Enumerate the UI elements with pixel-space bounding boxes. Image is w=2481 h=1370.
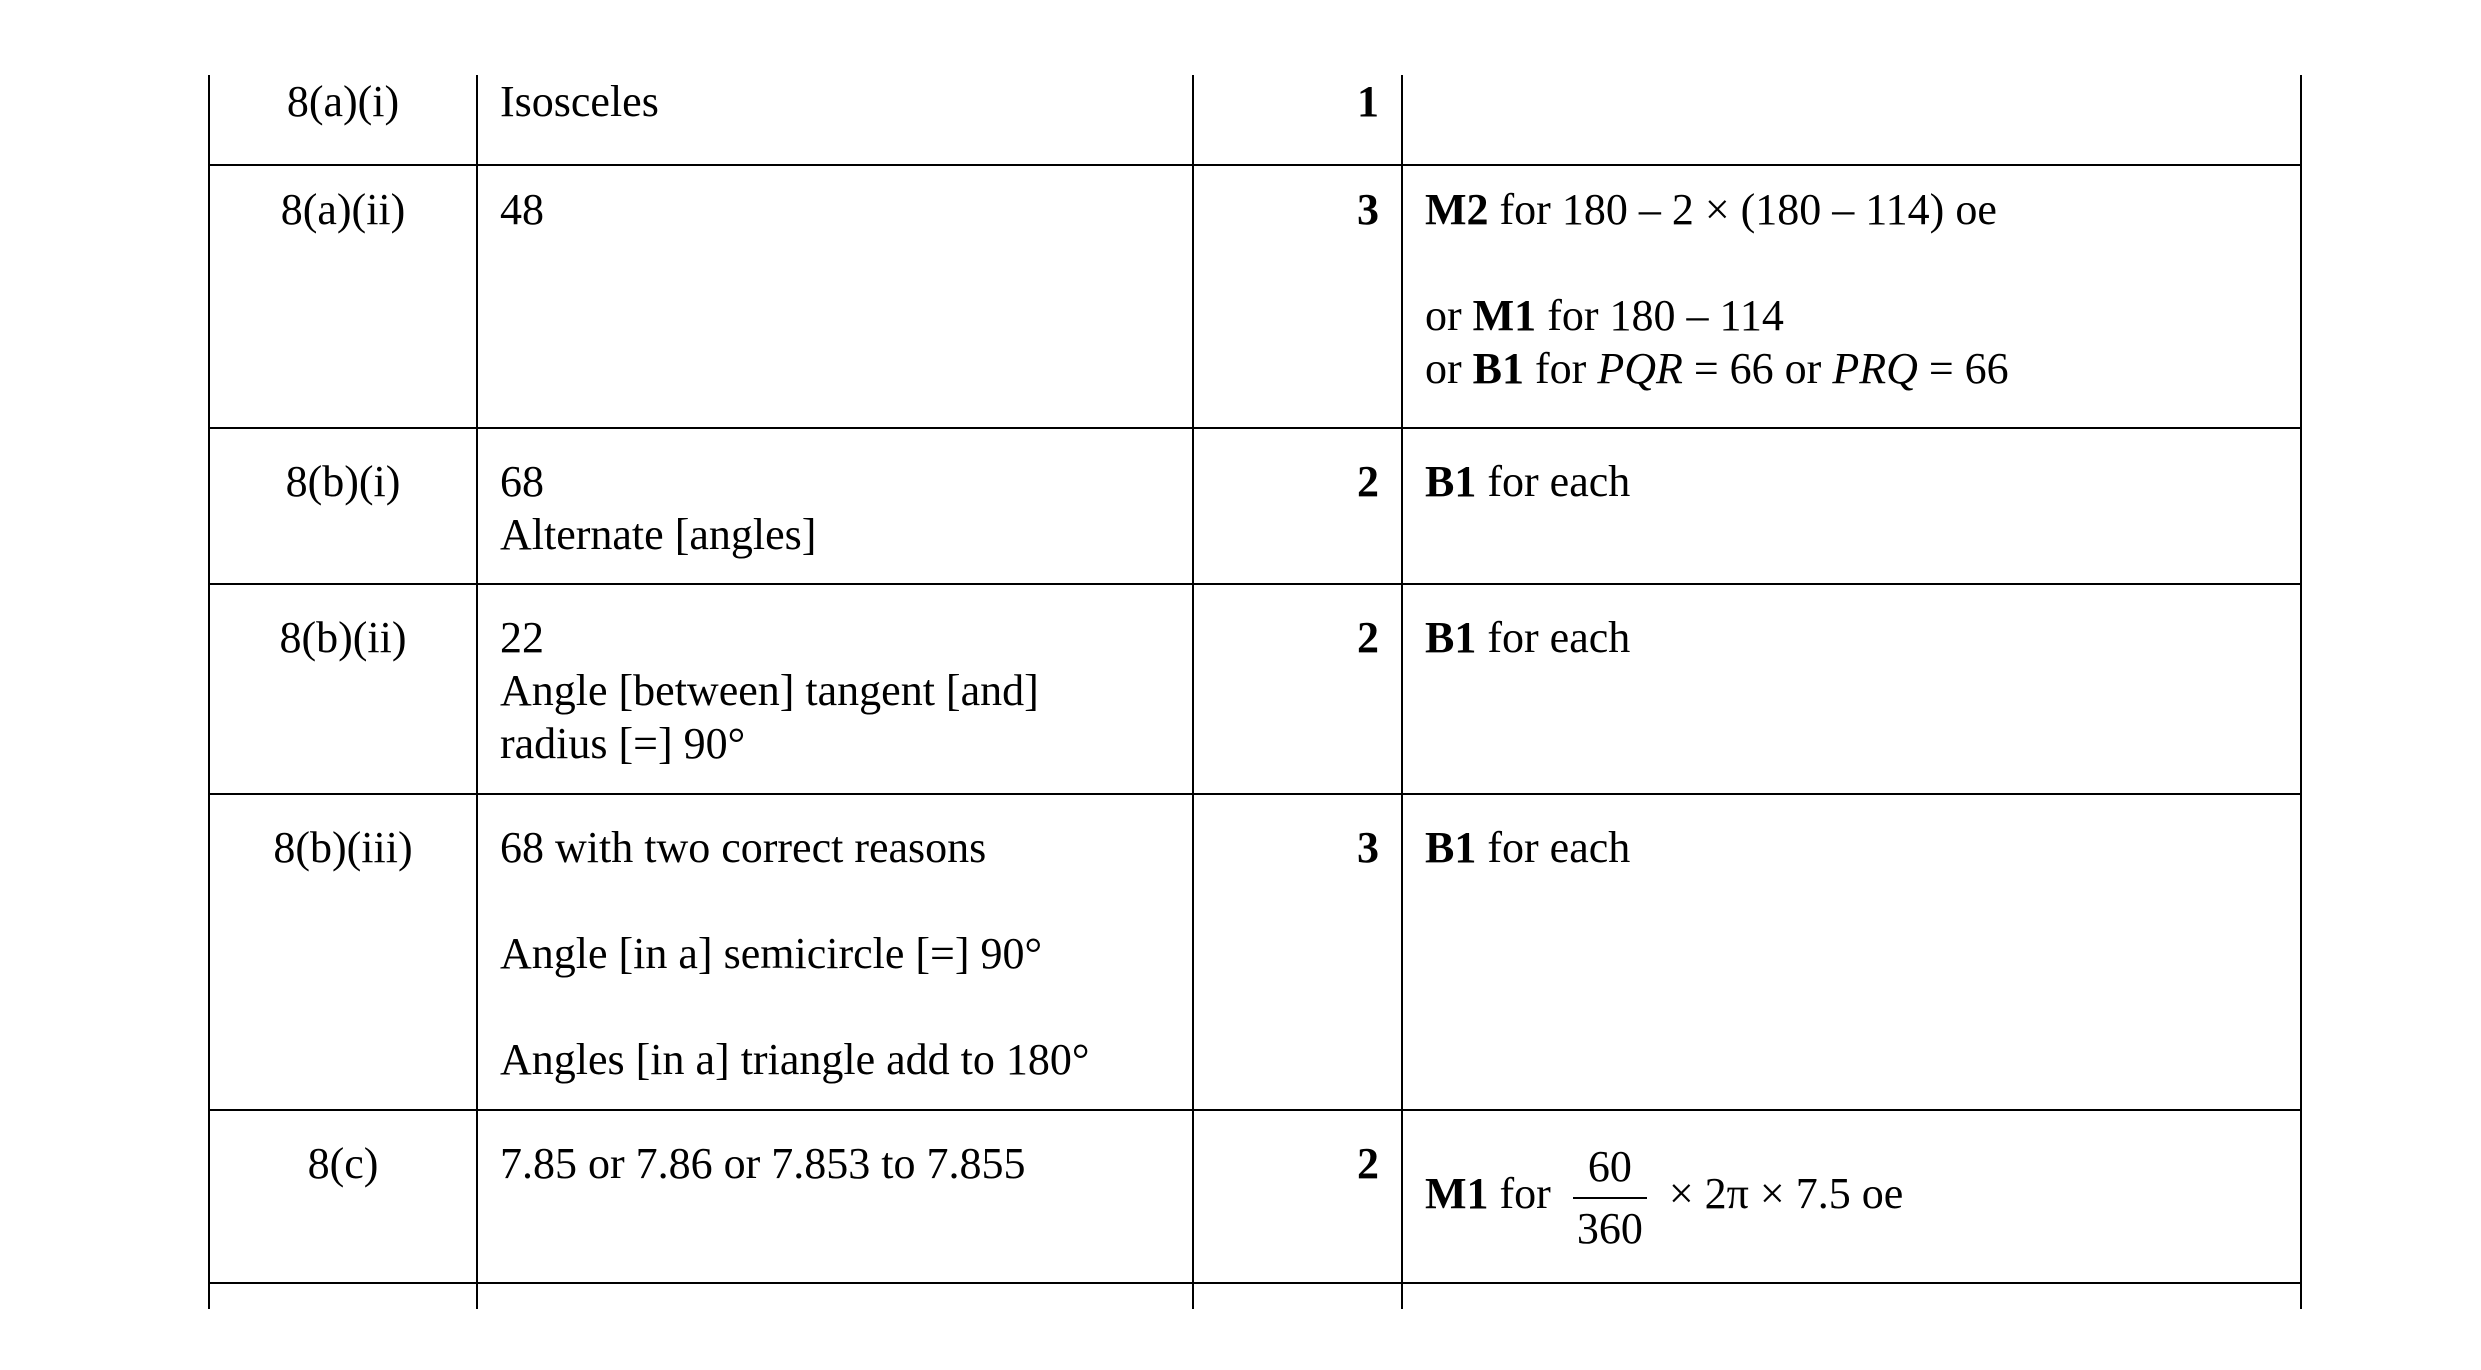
empty-cell	[209, 1283, 477, 1309]
marks-cell	[1193, 75, 1402, 165]
marks-value: 3	[1357, 823, 1379, 872]
angle-name: PQR	[1597, 344, 1683, 393]
guidance-text: for 180 – 114	[1536, 291, 1784, 340]
table-row-continuation	[209, 1283, 2301, 1309]
mark-scheme-table	[208, 75, 2302, 1309]
table-row	[209, 794, 2301, 1110]
guidance-line	[1425, 289, 2278, 342]
mark-code: M2	[1425, 185, 1489, 234]
answer-line: Angle [in a] semicircle [=] 90°	[500, 929, 1043, 978]
question-number: 8(a)(i)	[286, 77, 400, 126]
question-cell	[209, 165, 477, 428]
guidance-text: for	[1524, 344, 1598, 393]
empty-cell	[477, 1283, 1193, 1309]
answer-cell	[477, 428, 1193, 584]
answer-line: 48	[500, 185, 544, 234]
mark-code: B1	[1472, 344, 1525, 393]
marks-cell	[1193, 584, 1402, 794]
guidance-cell	[1402, 584, 2301, 794]
question-cell	[209, 75, 477, 165]
answer-line: 68	[500, 457, 544, 506]
guidance-line	[1425, 455, 2278, 508]
question-number: 8(a)(ii)	[280, 185, 406, 234]
guidance-cell	[1402, 428, 2301, 584]
guidance-text: for each	[1476, 823, 1631, 872]
guidance-line	[1425, 1137, 2278, 1259]
answer-line: Isosceles	[500, 77, 659, 126]
answer-cell	[477, 584, 1193, 794]
marks-value: 2	[1357, 457, 1379, 506]
mark-code: B1	[1425, 613, 1477, 662]
answer-line: 22	[500, 613, 544, 662]
guidance-text: = 66	[1917, 344, 2009, 393]
guidance-cell	[1402, 1110, 2301, 1283]
empty-cell	[1402, 1283, 2301, 1309]
question-number: 8(b)(i)	[285, 457, 401, 506]
marks-cell	[1193, 1110, 1402, 1283]
question-number: 8(c)	[307, 1139, 379, 1188]
guidance-line	[1425, 183, 2278, 236]
question-cell	[209, 428, 477, 584]
answer-cell	[477, 1110, 1193, 1283]
mark-code: B1	[1425, 823, 1477, 872]
table-row	[209, 165, 2301, 428]
question-number: 8(b)(ii)	[279, 613, 407, 662]
guidance-prefix: or	[1425, 291, 1473, 340]
answer-line: radius [=] 90°	[500, 719, 746, 768]
guidance-cell	[1402, 75, 2301, 165]
guidance-line	[1425, 611, 2278, 664]
marks-value: 1	[1357, 77, 1379, 126]
guidance-line	[1425, 821, 2278, 874]
answer-cell	[477, 794, 1193, 1110]
guidance-text: for	[1488, 1169, 1551, 1219]
guidance-cell	[1402, 794, 2301, 1110]
answer-cell	[477, 165, 1193, 428]
guidance-text: for each	[1476, 457, 1631, 506]
mark-code: B1	[1425, 457, 1477, 506]
answer-line: Angles [in a] triangle add to 180°	[500, 1035, 1090, 1084]
answer-line: 7.85 or 7.86 or 7.853 to 7.855	[500, 1139, 1026, 1188]
mark-code: M1	[1472, 291, 1537, 340]
answer-line: 68 with two correct reasons	[500, 823, 987, 872]
table-row	[209, 1110, 2301, 1283]
marks-value: 2	[1357, 1139, 1379, 1188]
marks-cell	[1193, 165, 1402, 428]
fraction-numerator: 60	[1573, 1137, 1647, 1199]
marks-value: 3	[1357, 185, 1379, 234]
question-cell	[209, 584, 477, 794]
fraction	[1573, 1137, 1647, 1259]
answer-line: Angle [between] tangent [and]	[500, 666, 1039, 715]
answer-cell	[477, 75, 1193, 165]
angle-name: PRQ	[1832, 344, 1918, 393]
guidance-cell	[1402, 165, 2301, 428]
question-number: 8(b)(iii)	[273, 823, 413, 872]
guidance-text: = 66 or	[1682, 344, 1833, 393]
marks-cell	[1193, 794, 1402, 1110]
guidance-text: for each	[1476, 613, 1631, 662]
guidance-text: for 180 – 2 × (180 – 114) oe	[1488, 185, 1997, 234]
guidance-line	[1425, 342, 2278, 395]
answer-line: Alternate [angles]	[500, 510, 817, 559]
guidance-text: × 2π × 7.5 oe	[1668, 1169, 1904, 1219]
empty-cell	[1193, 1283, 1402, 1309]
guidance-prefix: or	[1425, 344, 1473, 393]
marks-value: 2	[1357, 613, 1379, 662]
fraction-denominator: 360	[1576, 1204, 1643, 1253]
table-row	[209, 75, 2301, 165]
mark-code: M1	[1425, 1169, 1489, 1219]
table-row	[209, 584, 2301, 794]
table-row	[209, 428, 2301, 584]
question-cell	[209, 1110, 477, 1283]
marks-cell	[1193, 428, 1402, 584]
question-cell	[209, 794, 477, 1110]
